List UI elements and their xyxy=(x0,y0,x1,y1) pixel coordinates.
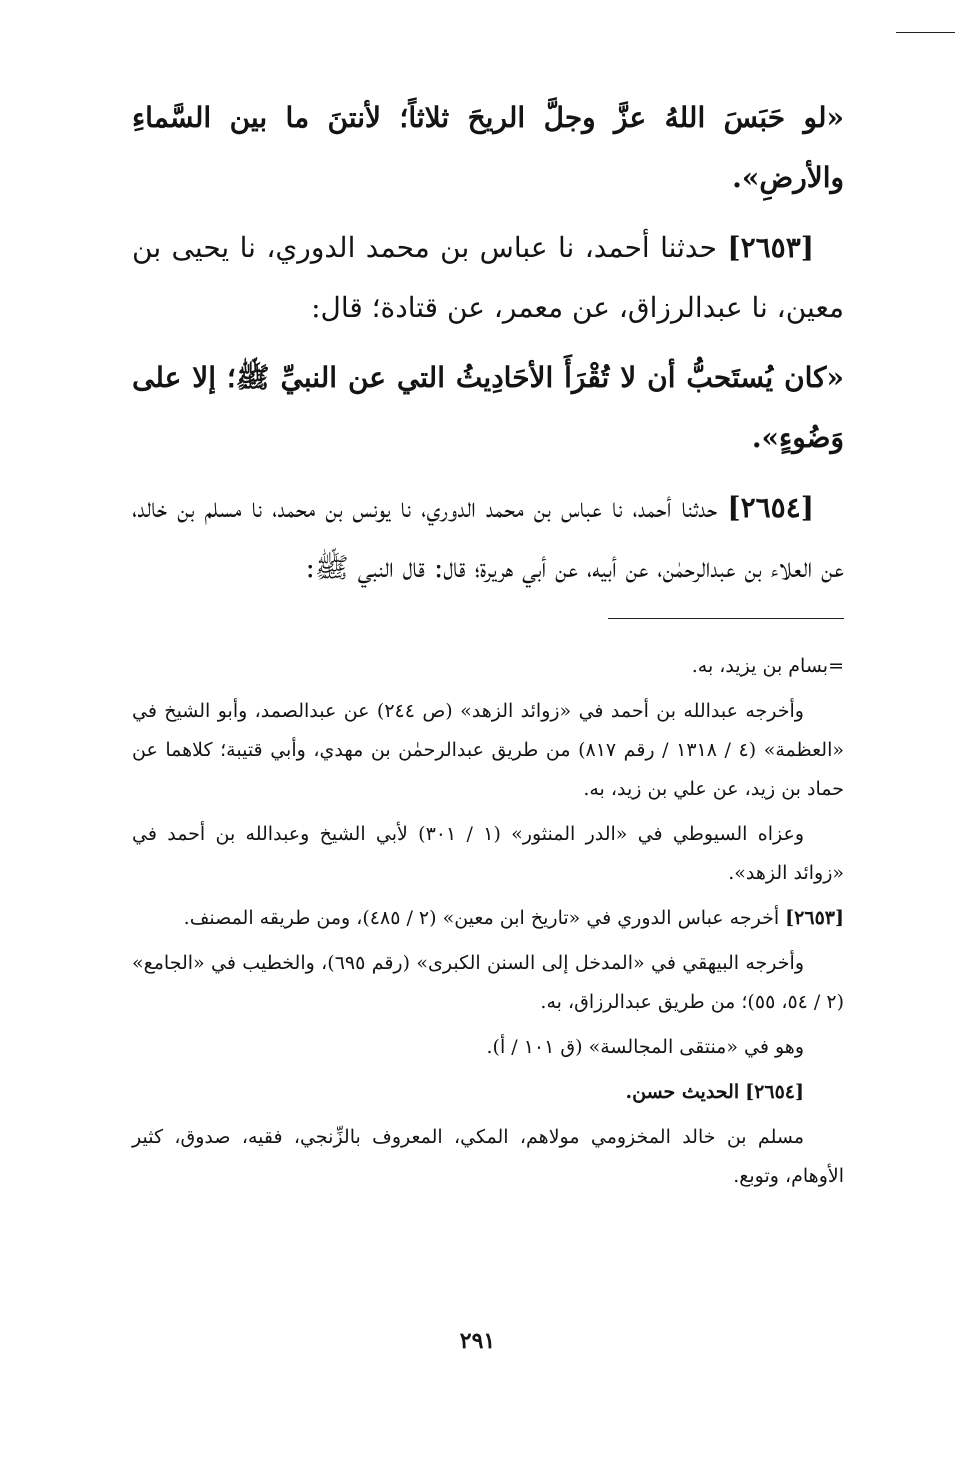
footnote-takhrij-3: وأخرجه البيهقي في «المدخل إلى السنن الكبرى» (رقم ٦٩٥)، والخطيب في «الجامع» (٢ / ٥٤، ٥٥)؛ من طريق عبدالرزاق، به. xyxy=(132,952,844,1013)
footnotes xyxy=(132,647,844,1196)
page-body xyxy=(132,88,844,1202)
footnote-takhrij-2: وعزاه السيوطي في «الدر المنثور» (١ / ٣٠١) لأبي الشيخ وعبدالله بن أحمد في «زوائد الزهد». xyxy=(132,823,844,884)
hadith-number-2654: [٢٦٥٤] xyxy=(727,491,814,524)
isnad-2654 xyxy=(132,478,844,598)
page-number: ٢٩١ xyxy=(459,1328,496,1354)
footnote-narrator-note: مسلم بن خالد المخزومي مولاهم، المكي، المعروف بالزِّنجي، فقيه، صدوق، كثير الأوهام، وتوبع. xyxy=(132,1126,844,1187)
isnad-2654-text: حدثنا أحمد، نا عباس بن محمد الدوري، نا يونس بن محمد، نا مسلم بن خالد، عن العلاء بن عبدالرحمٰن، عن أبيه، عن أبي هريرة؛ قال: قال النبي ﷺ: xyxy=(132,491,844,584)
footnote-2653 xyxy=(132,899,844,938)
hadith-number-2653: [٢٦٥٣] xyxy=(727,231,814,264)
isnad-2653-text: حدثنا أحمد، نا عباس بن محمد الدوري، نا يحيى بن معين، نا عبدالرزاق، عن معمر، عن قتادة؛ قال: xyxy=(132,231,844,324)
footnote-2654 xyxy=(132,1073,844,1112)
footnote-number-2654: [٢٦٥٤] xyxy=(745,1081,804,1103)
footnote-2654-text: الحديث حسن. xyxy=(625,1081,740,1103)
footnote-continuation: =بسام بن يزيد، به. xyxy=(691,655,844,677)
main-text xyxy=(132,88,844,598)
hadith-text-1: «لو حَبَسَ اللهُ عزَّ وجلَّ الريحَ ثلاثاً؛ لأنتنَ ما بين السَّماءِ والأرضِ». xyxy=(132,101,844,194)
footnote-separator xyxy=(608,618,844,619)
footnote-takhrij-4: وهو في «منتقى المجالسة» (ق ١٠١ / أ). xyxy=(486,1036,804,1058)
isnad-2653 xyxy=(132,218,844,338)
footnote-takhrij-1: وأخرجه عبدالله بن أحمد في «زوائد الزهد» (ص ٢٤٤) عن عبدالصمد، وأبو الشيخ في «العظمة» (٤ / ١٣١٨ / رقم ٨١٧) من طريق عبدالرحمٰن بن مهدي، وأبي قتيبة؛ كلاهما عن حماد بن زيد، عن علي بن زيد، به. xyxy=(132,700,844,800)
footnote-2653-text: أخرجه عباس الدوري في «تاريخ ابن معين» (٢ / ٤٨٥)، ومن طريقه المصنف. xyxy=(183,907,780,929)
corner-rule xyxy=(896,32,955,33)
footnote-number-2653: [٢٦٥٣] xyxy=(785,907,844,929)
hadith-text-2653: «كان يُستَحبُّ أن لا تُقْرَأَ الأحَادِيثُ التي عن النبيِّ ﷺ؛ إلا على وَضُوءٍ». xyxy=(132,361,845,454)
